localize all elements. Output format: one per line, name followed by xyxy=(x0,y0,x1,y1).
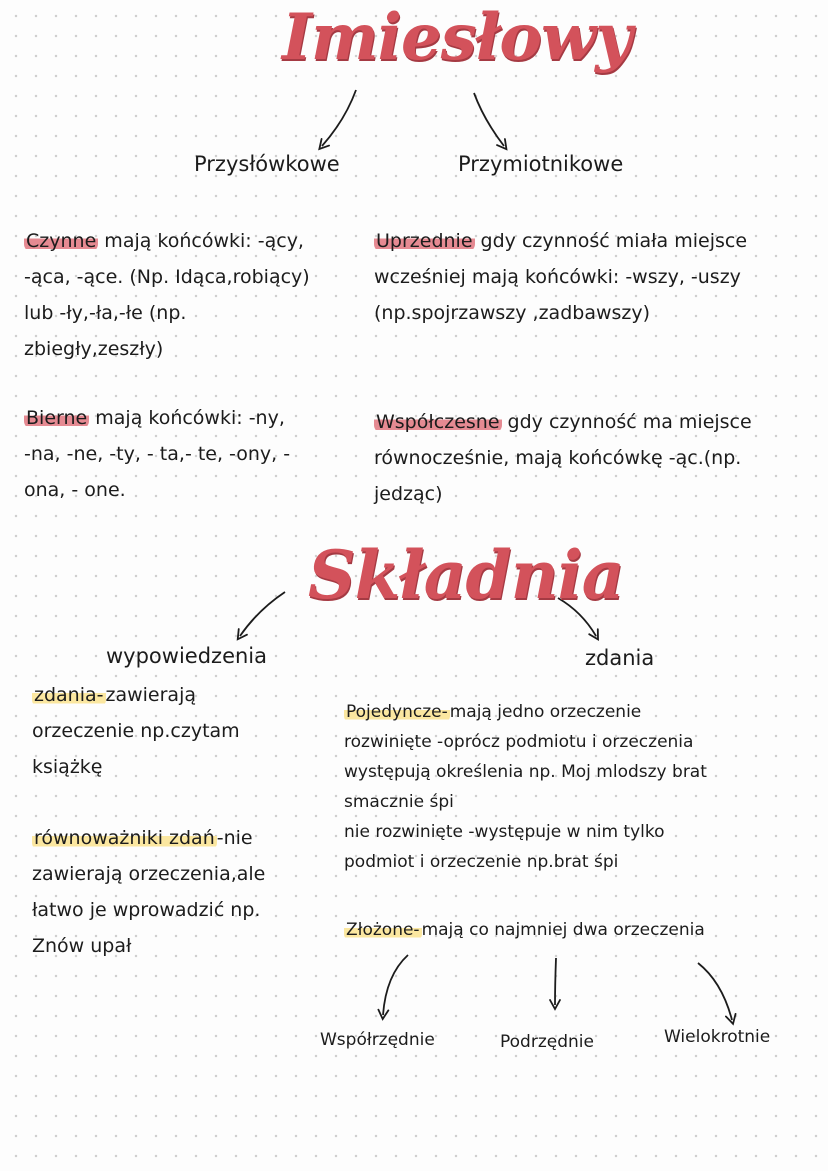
term-czynne: Czynne xyxy=(26,230,97,252)
term-rownowazniki: równoważniki zdań xyxy=(34,827,215,849)
heading-przyslowkowe: Przysłówkowe xyxy=(194,152,340,176)
title-skladnia: Składnia xyxy=(308,536,624,614)
bierne-block: Bierne mają końcówki: -ny, -na, -ne, -ty, - ta,- te, -ony, - ona, - one. xyxy=(24,407,291,501)
type-wspolrzednie: Współrzędnie xyxy=(320,1030,435,1050)
wspolczesne-block: Współczesne gdy czynność ma miejsce równocześnie, mają końcówkę -ąc.(np. jedząc) xyxy=(374,411,752,505)
type-podrzednie: Podrzędnie xyxy=(500,1032,594,1052)
arrow-left-wypowiedzenia xyxy=(240,592,285,636)
arrow-podrzednie xyxy=(555,958,556,1005)
czynne-block: Czynne mają końcówki: -ący, -ąca, -ące. (Np. Idąca,robiący) lub -ły,-ła,-łe (np. zbiegły,zeszły) xyxy=(24,230,310,360)
heading-przymiotnikowe: Przymiotnikowe xyxy=(458,152,624,176)
term-pojedyncze: Pojedyncze- xyxy=(346,702,448,722)
term-zdania: zdania- xyxy=(34,684,104,706)
pojedyncze-block: Pojedyncze- mają jedno orzeczenie rozwinięte -oprócz podmiotu i orzeczenia występują określenia np. Moj mlodszy brat smacznie śpi nie rozwinięte -występuje w nim tylko podmiot i orzeczenie np.brat śpi xyxy=(344,702,707,872)
term-zlozone: Złożone- xyxy=(346,920,420,940)
title-imieslowy: Imiesłowy xyxy=(282,0,632,75)
type-wielokrotnie: Wielokrotnie xyxy=(664,1027,771,1047)
zdania-block: zdania- zawierają orzeczenie np.czytam książkę xyxy=(32,684,240,778)
rownowazniki-block: równoważniki zdań -nie zawierają orzeczenia,ale łatwo je wprowadzić np. Znów upał xyxy=(32,827,266,957)
term-uprzednie: Uprzednie xyxy=(376,230,473,252)
term-bierne: Bierne xyxy=(26,407,88,429)
uprzednie-block: Uprzednie gdy czynność miała miejsce wcześniej mają końcówki: -wszy, -uszy (np.spojrzawszy ,zadbawszy) xyxy=(374,230,748,324)
zlozone-block: Złożone- mają co najmniej dwa orzeczenia xyxy=(346,920,705,940)
arrow-left-przyslowkowe xyxy=(322,90,356,146)
arrow-wielokrotnie xyxy=(698,963,732,1020)
arrow-right-przymiotnikowe xyxy=(474,93,504,146)
arrow-wspolrzednie xyxy=(383,955,408,1015)
heading-wypowiedzenia: wypowiedzenia xyxy=(106,644,267,668)
term-wspolczesne: Współczesne xyxy=(376,411,500,433)
heading-zdania: zdania xyxy=(585,646,655,670)
